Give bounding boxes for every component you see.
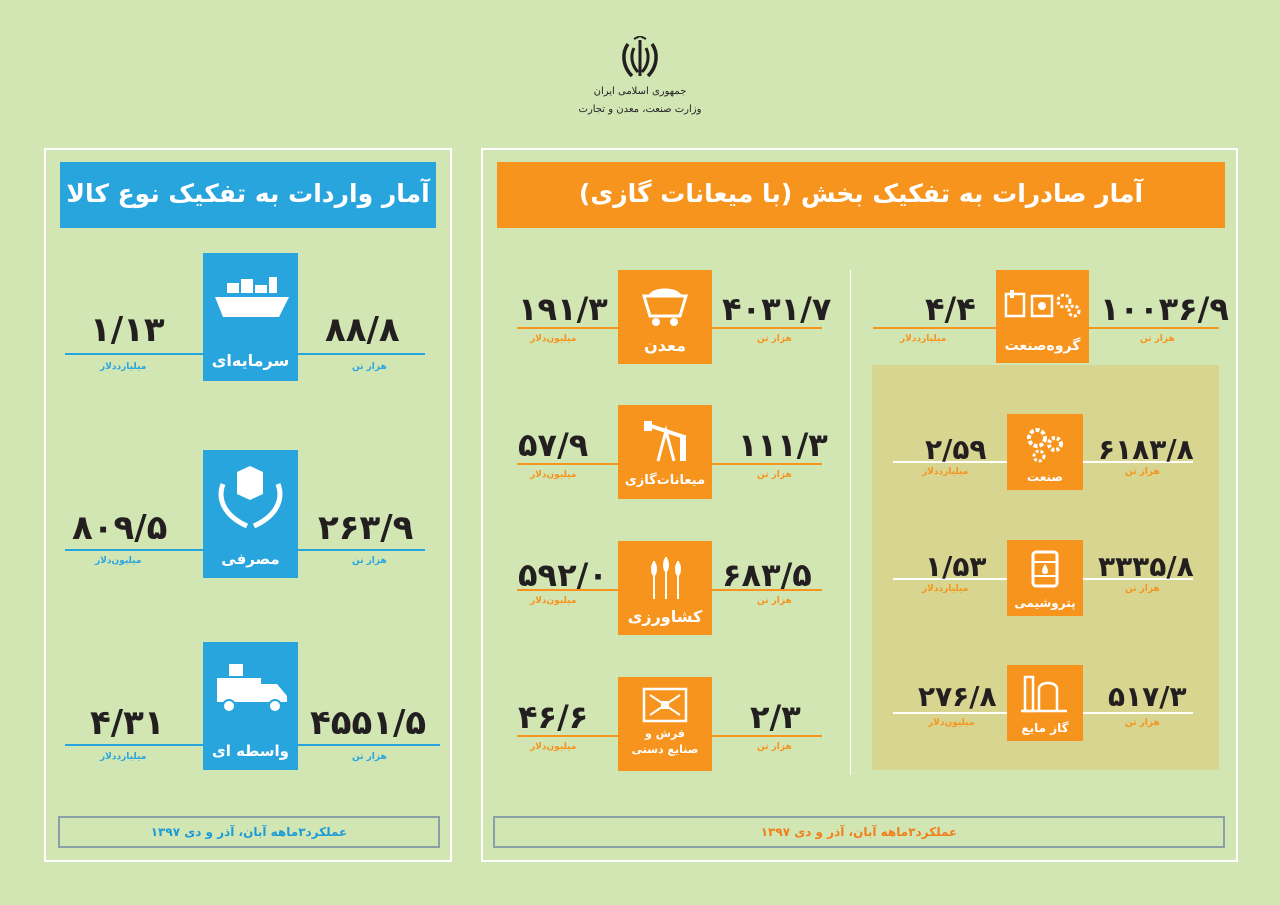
capital-goods-weight-unit: هزار تن [352,362,387,372]
mine-cart-icon [618,282,712,328]
import-title: آمار واردات به تفکیک نوع کالا [60,162,436,228]
column-divider [850,270,851,775]
intermediate-goods-label: واسطه ای [211,742,290,760]
industry-value-unit: میلیارددلار [922,467,969,477]
carpet-icon [618,685,712,725]
mining-value: ۱۹۱/۳ [518,290,608,328]
mining-weight: ۴۰۳۱/۷ [722,290,832,328]
petrochemical-weight-unit: هزار تن [1125,584,1160,594]
gas-condensate-weight: ۱۱۱/۳ [738,426,828,464]
industry-group-tile [996,270,1089,363]
intermediate-goods-tile [203,642,298,770]
lpg-weight: ۵۱۷/۳ [1108,680,1187,713]
gas-condensate-tile [618,405,712,499]
agriculture-label: کشاورزی [627,607,703,626]
lpg-value: ۲۷۶/۸ [918,680,997,713]
consumer-goods-weight: ۲۶۳/۹ [318,508,414,548]
petrochemical-tile [1007,540,1083,616]
capital-goods-tile [203,253,298,381]
capital-goods-value: ۱/۱۳ [90,310,165,350]
industry-tile [1007,414,1083,490]
gears-icon [1007,424,1083,464]
carpet-label-line2: صنایع دستی [631,743,699,756]
export-footer: عملکرد۳ماهه آبان، آذر و دی ۱۳۹۷ [493,816,1225,848]
carpet-label-line1: فرش و [645,727,685,740]
oil-pump-icon [618,415,712,465]
carpet-tile [618,677,712,771]
consumer-goods-value-unit: میلیون‌دلار [95,556,142,566]
delivery-truck-icon [203,658,298,718]
consumer-goods-tile [203,450,298,578]
petrochemical-value: ۱/۵۳ [925,550,987,583]
iran-emblem-icon [620,36,660,82]
intermediate-goods-weight-unit: هزار تن [352,752,387,762]
industry-group-weight-unit: هزار تن [1140,334,1175,344]
consumer-goods-value: ۸۰۹/۵ [72,508,168,548]
lpg-weight-unit: هزار تن [1125,718,1160,728]
consumer-goods-label: مصرفی [221,550,280,568]
petrochemical-weight: ۳۳۳۵/۸ [1098,550,1194,583]
header-ministry: وزارت صنعت، معدن و تجارت [578,104,702,115]
gas-condensate-value-unit: میلیون‌دلار [530,470,577,480]
lpg-value-unit: میلیون‌دلار [928,718,975,728]
mining-value-unit: میلیون‌دلار [530,334,577,344]
carpet-weight: ۲/۳ [750,698,801,736]
carpet-value: ۴۶/۶ [518,698,589,736]
mining-tile [618,270,712,364]
export-title: آمار صادرات به تفکیک بخش (با میعانات گازی) [497,162,1225,228]
agriculture-value-unit: میلیون‌دلار [530,596,577,606]
hands-box-icon [203,460,298,532]
agriculture-value: ۵۹۲/۰ [518,556,608,594]
industry-label: صنعت [1027,470,1063,484]
industry-group-value-unit: میلیارددلار [900,334,947,344]
industry-group-weight: ۱۰۰۳۶/۹ [1100,290,1229,328]
carpet-weight-unit: هزار تن [757,742,792,752]
header-country: جمهوری اسلامی ایران [593,86,687,97]
gas-condensate-label: میعانات‌گازی [624,473,706,488]
industry-group-value: ۴/۴ [925,290,976,328]
consumer-goods-weight-unit: هزار تن [352,556,387,566]
gas-plant-icon [1007,671,1083,715]
capital-goods-value-unit: میلیارددلار [100,362,147,372]
intermediate-goods-value-unit: میلیارددلار [100,752,147,762]
capital-goods-label: سرمایه‌ای [211,351,290,370]
wheat-icon [618,553,712,603]
intermediate-goods-value: ۴/۳۱ [90,703,165,743]
oil-barrel-icon [1007,548,1083,590]
capital-goods-weight: ۸۸/۸ [325,310,400,350]
carpet-value-unit: میلیون‌دلار [530,742,577,752]
agriculture-tile [618,541,712,635]
industry-group-label: گروه‌صنعت [1004,338,1081,354]
gas-condensate-weight-unit: هزار تن [757,470,792,480]
lpg-tile [1007,665,1083,741]
gas-condensate-value: ۵۷/۹ [518,426,589,464]
industry-weight: ۶۱۸۳/۸ [1098,433,1194,466]
lpg-label: گاز مایع [1021,721,1069,735]
import-footer: عملکرد۳ماهه آبان، آذر و دی ۱۳۹۷ [58,816,440,848]
petrochemical-value-unit: میلیارددلار [922,584,969,594]
ministry-header [560,36,720,131]
agriculture-weight: ۶۸۳/۵ [722,556,812,594]
mining-label: معدن [644,336,686,355]
intermediate-goods-weight: ۴۵۵۱/۵ [310,703,427,743]
cargo-ship-icon [203,271,298,331]
industry-weight-unit: هزار تن [1125,467,1160,477]
industry-value: ۲/۵۹ [925,433,987,466]
factory-gears-icon [996,288,1089,322]
petrochemical-label: پتروشیمی [1014,596,1076,610]
agriculture-weight-unit: هزار تن [757,596,792,606]
mining-weight-unit: هزار تن [757,334,792,344]
